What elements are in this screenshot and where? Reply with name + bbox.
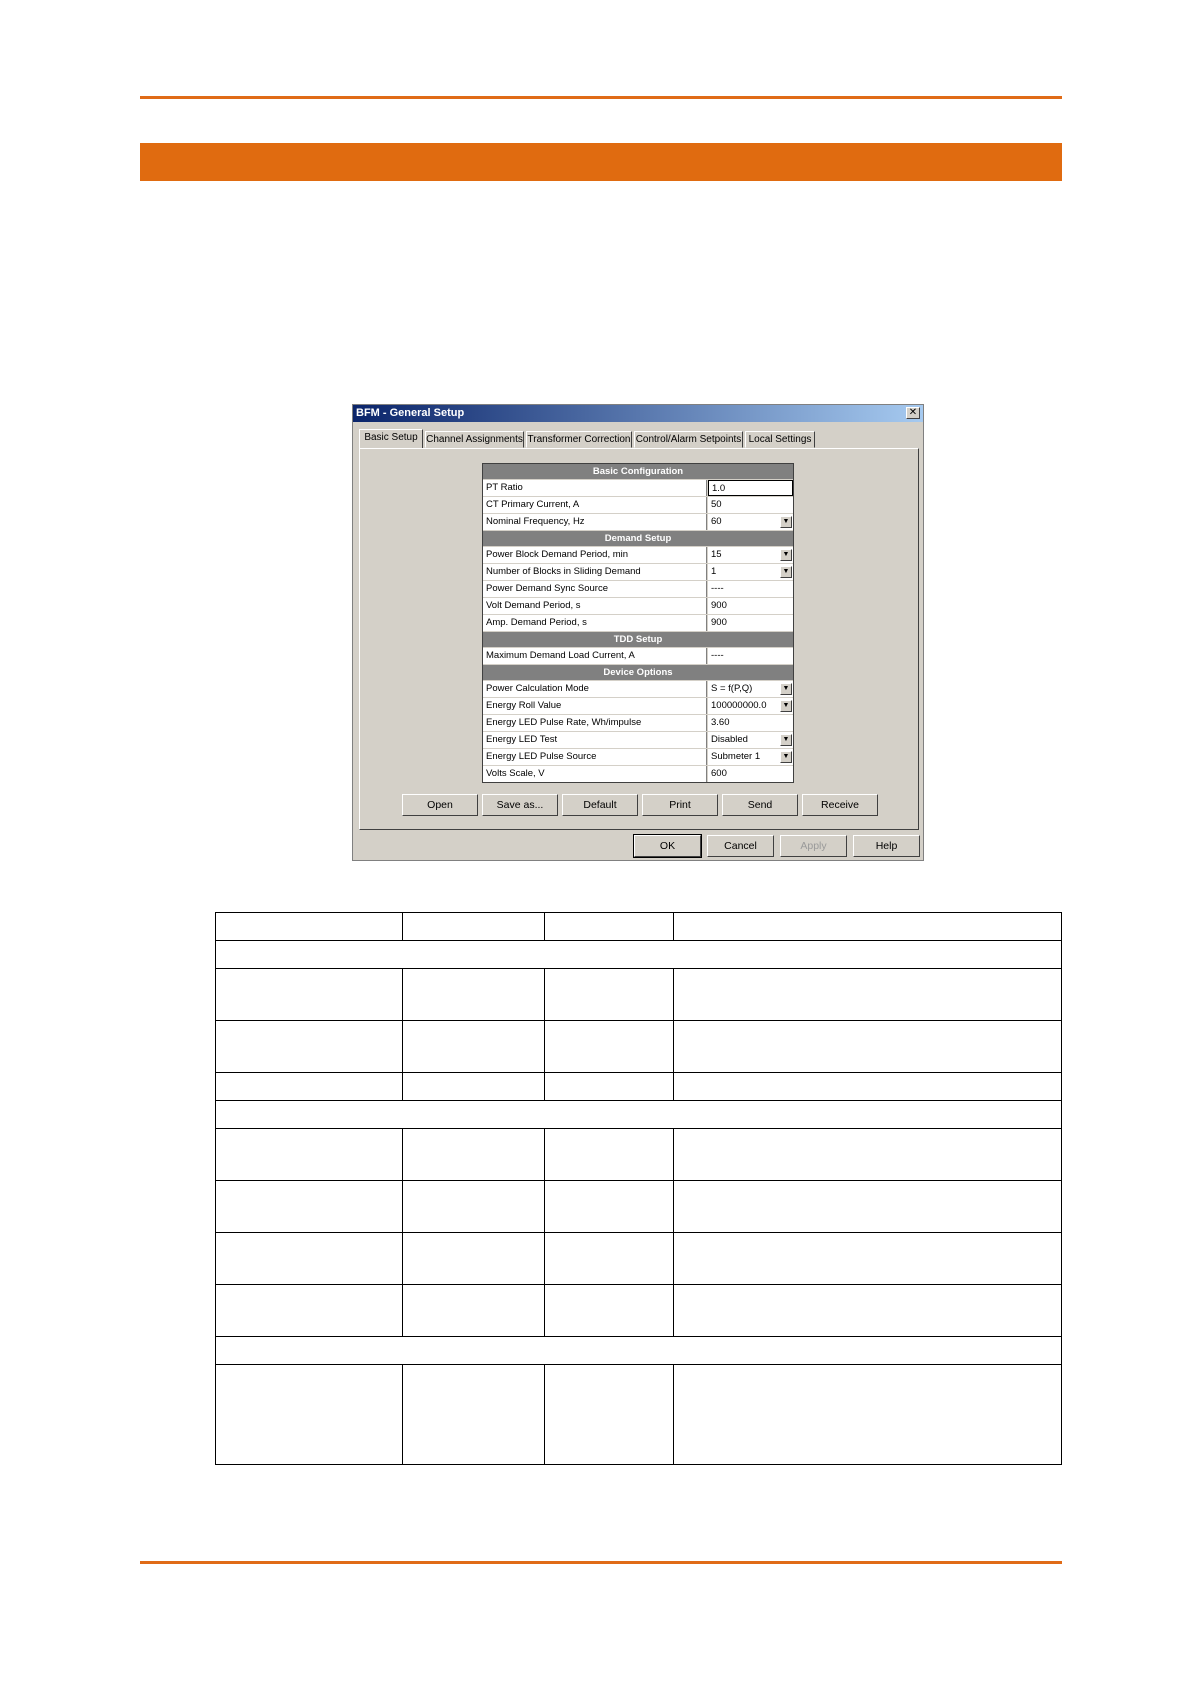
table-cell [216,1285,403,1337]
table-cell [402,969,544,1021]
section-banner [140,143,1062,181]
tab-local-settings[interactable]: Local Settings [745,431,815,448]
table-cell [402,1021,544,1073]
table-cell [544,1233,674,1285]
select-value: 1 [711,566,717,577]
section-tdd-setup: TDD Setup [483,632,793,648]
send-button[interactable]: Send [722,794,798,816]
row-nominal-frequency [483,514,793,531]
max-demand-input[interactable]: ---- [708,648,793,664]
table-cell [544,1073,674,1101]
tab-control-alarm-setpoints[interactable]: Control/Alarm Setpoints [634,431,743,448]
table-cell [216,969,403,1021]
row-pt-ratio [483,480,793,497]
row-ct-primary [483,497,793,514]
row-label: Energy LED Pulse Rate, Wh/impulse [483,715,707,731]
row-volt-demand [483,598,793,615]
row-label: Maximum Demand Load Current, A [483,648,707,664]
row-label: Power Demand Sync Source [483,581,707,597]
table-cell [402,1233,544,1285]
table-section-row [216,1337,1062,1365]
table-cell [674,913,1062,941]
table-cell [402,1365,544,1465]
row-led-test [483,732,793,749]
table-cell [674,1285,1062,1337]
table-cell [674,969,1062,1021]
dialog-titlebar [353,405,923,422]
chevron-down-icon[interactable]: ▼ [780,549,792,561]
row-label: Number of Blocks in Sliding Demand [483,564,707,580]
table-cell [544,969,674,1021]
tab-channel-assignments[interactable]: Channel Assignments [425,431,524,448]
pt-ratio-input[interactable]: 1.0 [708,480,793,496]
table-cell [402,1285,544,1337]
nominal-frequency-select[interactable] [708,514,793,530]
row-label: Power Calculation Mode [483,681,707,697]
sync-source-input[interactable]: ---- [708,581,793,597]
row-sync-source [483,581,793,598]
table-cell [216,913,403,941]
row-label: Power Block Demand Period, min [483,547,707,563]
power-block-select[interactable] [708,547,793,563]
section-basic-configuration: Basic Configuration [483,464,793,480]
led-pulse-rate-input[interactable]: 3.60 [708,715,793,731]
table-row [216,969,1062,1021]
row-energy-roll [483,698,793,715]
led-test-select[interactable] [708,732,793,748]
row-power-calculation [483,681,793,698]
table-row [216,1181,1062,1233]
table-cell [216,1181,403,1233]
table-cell [216,1101,1062,1129]
open-button[interactable]: Open [402,794,478,816]
row-label: PT Ratio [483,480,707,496]
chevron-down-icon[interactable]: ▼ [780,683,792,695]
table-row [216,1285,1062,1337]
print-button[interactable]: Print [642,794,718,816]
table-cell [544,1021,674,1073]
row-label: Energy LED Pulse Source [483,749,707,765]
table-cell [402,1073,544,1101]
tab-basic-setup[interactable]: Basic Setup [359,429,423,449]
table-section-row [216,1101,1062,1129]
parameters-table [215,912,1062,1465]
table-cell [216,1365,403,1465]
table-cell [674,1365,1062,1465]
ok-button[interactable]: OK [634,835,701,857]
select-value: 15 [711,549,722,560]
select-value: 60 [711,516,722,527]
row-led-pulse-rate [483,715,793,732]
table-cell [544,913,674,941]
select-value: Submeter 1 [711,751,761,762]
receive-button[interactable]: Receive [802,794,878,816]
settings-grid [482,463,794,783]
row-label: Amp. Demand Period, s [483,615,707,631]
table-row [216,1129,1062,1181]
table-row [216,1073,1062,1101]
table-header-row [216,913,1062,941]
table-section-row [216,941,1062,969]
close-icon[interactable]: ✕ [906,407,920,419]
row-label: Nominal Frequency, Hz [483,514,707,530]
table-cell [674,1021,1062,1073]
help-button[interactable]: Help [853,835,920,857]
select-value: 100000000.0 [711,700,767,711]
apply-button[interactable]: Apply [780,835,847,857]
save-as-button[interactable]: Save as... [482,794,558,816]
row-label: Volt Demand Period, s [483,598,707,614]
table-cell [216,1233,403,1285]
table-cell [216,1021,403,1073]
table-row [216,1021,1062,1073]
volts-scale-input[interactable]: 600 [708,766,793,782]
tab-transformer-correction[interactable]: Transformer Correction [526,431,632,448]
chevron-down-icon[interactable]: ▼ [780,700,792,712]
number-of-blocks-select[interactable] [708,564,793,580]
select-value: S = f(P,Q) [711,683,753,694]
table-cell [544,1285,674,1337]
row-label: CT Primary Current, A [483,497,707,513]
table-cell [216,941,1062,969]
table-cell [402,1181,544,1233]
row-label: Volts Scale, V [483,766,707,782]
table-cell [674,1233,1062,1285]
section-demand-setup: Demand Setup [483,531,793,547]
power-calculation-select[interactable] [708,681,793,697]
table-row [216,1233,1062,1285]
cancel-button[interactable]: Cancel [707,835,774,857]
chevron-down-icon[interactable]: ▼ [780,734,792,746]
chevron-down-icon[interactable]: ▼ [780,751,792,763]
chevron-down-icon[interactable]: ▼ [780,516,792,528]
dialog-title: BFM - General Setup [356,407,465,419]
default-button[interactable]: Default [562,794,638,816]
row-number-of-blocks [483,564,793,581]
amp-demand-input[interactable]: 900 [708,615,793,631]
table-cell [216,1129,403,1181]
table-cell [544,1181,674,1233]
energy-roll-select[interactable] [708,698,793,714]
row-led-pulse-source [483,749,793,766]
ct-primary-input[interactable]: 50 [708,497,793,513]
row-label: Energy LED Test [483,732,707,748]
led-pulse-source-select[interactable] [708,749,793,765]
table-cell [216,1337,1062,1365]
table-cell [544,1365,674,1465]
row-max-demand-current [483,648,793,665]
table-cell [674,1129,1062,1181]
footer-rule [140,1561,1062,1564]
table-cell [544,1129,674,1181]
row-power-block-demand [483,547,793,564]
header-rule [140,96,1062,99]
table-cell [674,1181,1062,1233]
table-cell [674,1073,1062,1101]
row-volts-scale [483,766,793,782]
row-amp-demand [483,615,793,632]
table-cell [216,1073,403,1101]
table-cell [402,913,544,941]
select-value: Disabled [711,734,748,745]
volt-demand-input[interactable]: 900 [708,598,793,614]
chevron-down-icon[interactable]: ▼ [780,566,792,578]
table-cell [402,1129,544,1181]
table-row [216,1365,1062,1465]
general-setup-dialog [352,404,924,861]
section-device-options: Device Options [483,665,793,681]
row-label: Energy Roll Value [483,698,707,714]
